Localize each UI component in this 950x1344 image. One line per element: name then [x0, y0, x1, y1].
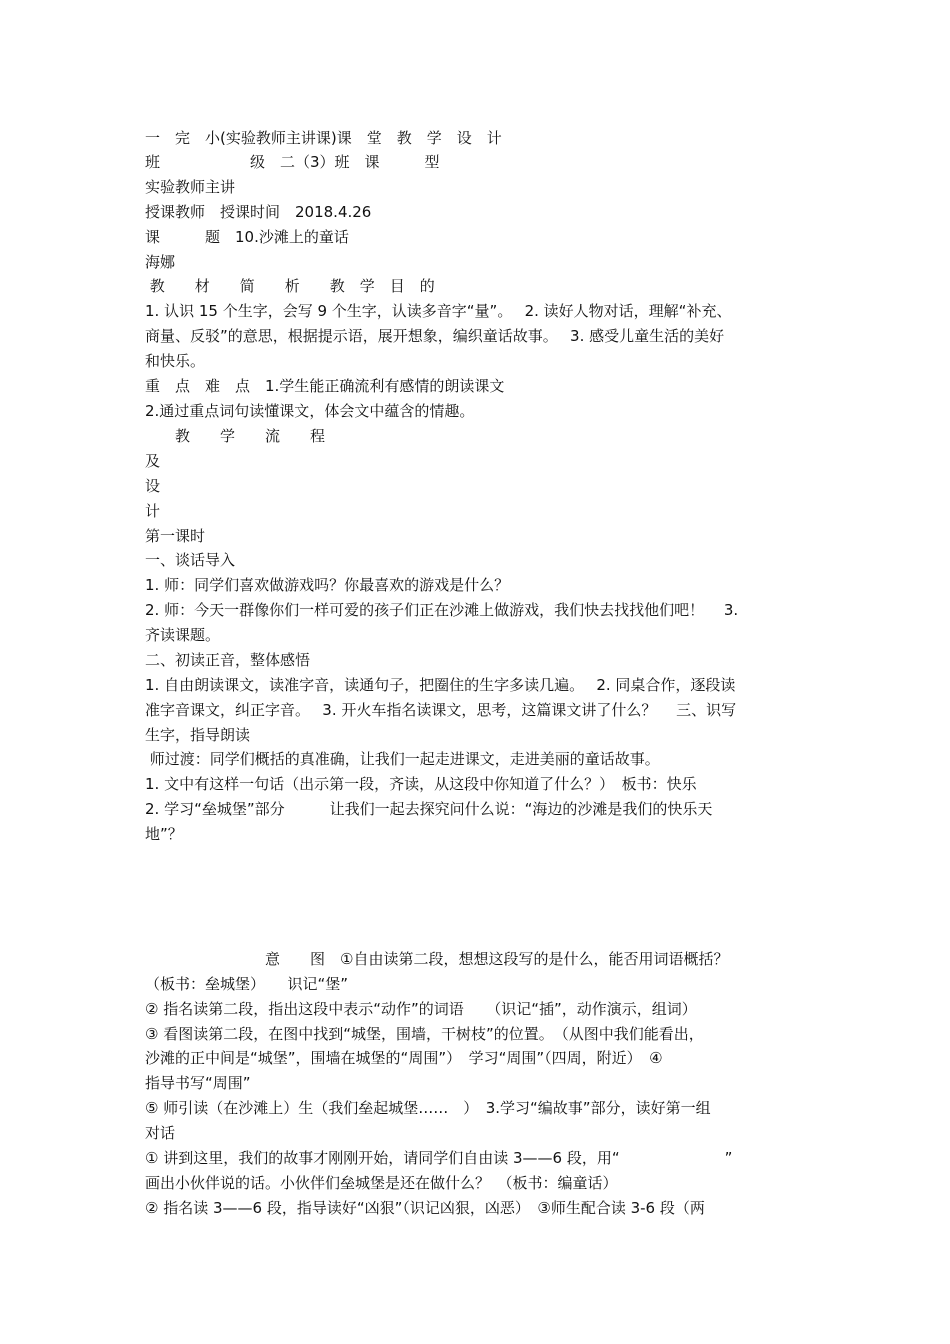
text-line: 计: [145, 502, 161, 520]
text-line: 地”？: [145, 825, 183, 843]
text-line: 及: [145, 452, 161, 470]
text-line: 画出小伙伴说的话。小伙伴们垒城堡是还在做什么？ （板书：编童话）: [145, 1174, 618, 1192]
text-line: 2. 学习“垒城堡”部分 让我们一起去探究问什么说：“海边的沙滩是我们的快乐天: [145, 800, 713, 818]
text-line: ① 讲到这里，我们的故事才刚刚开始，请同学们自由读 3——6 段，用“ ”: [145, 1149, 733, 1167]
text-line: 课 题 10.沙滩上的童话: [145, 228, 349, 246]
text-line: 意 图 ①自由读第二段，想想这段写的是什么，能否用词语概括？: [145, 950, 729, 968]
text-line: 2.通过重点词句读懂课文，体会文中蕴含的情趣。: [145, 402, 475, 420]
text-line: ② 指名读第二段，指出这段中表示“动作”的词语 （识记“插”，动作演示，组词）: [145, 1000, 697, 1018]
text-line: 1. 师：同学们喜欢做游戏吗？你最喜欢的游戏是什么？: [145, 576, 510, 594]
text-line: 第一课时: [145, 527, 206, 545]
text-line: 海娜: [145, 253, 176, 271]
text-line: 1. 认识 15 个生字，会写 9 个生字，认读多音字“量”。 2. 读好人物对话，理解“补充、: [145, 302, 732, 320]
text-line: ⑤ 师引读（在沙滩上）生（我们垒起城堡…… ） 3.学习“编故事”部分，读好第一组: [145, 1099, 711, 1117]
text-line: ③ 看图读第二段，在图中找到“城堡，围墙，干树枝”的位置。 （从图中我们能看出，: [145, 1025, 704, 1043]
text-line: 生字，指导朗读: [145, 726, 251, 744]
text-line: 教 材 简 析 教 学 目 的: [145, 277, 435, 295]
text-line: 二、初读正音，整体感悟: [145, 651, 311, 669]
text-line: 教 学 流 程: [145, 427, 326, 445]
text-line: 沙滩的正中间是“城堡”，围墙在城堡的“周围”） 学习“周围”（四周，附近） ④: [145, 1049, 663, 1067]
text-line: 准字音课文，纠正字音。 3. 开火车指名读课文，思考，这篇课文讲了什么？ 三、识写: [145, 701, 737, 719]
text-line: 班 级 二（3）班 课 型: [145, 153, 440, 171]
text-line: 实验教师主讲: [145, 178, 236, 196]
text-line: 授课教师 授课时间 2018.4.26: [145, 203, 372, 221]
text-line: 和快乐。: [145, 352, 206, 370]
text-line: 齐读课题。: [145, 626, 221, 644]
text-line: 重 点 难 点 1.学生能正确流利有感情的朗读课文: [145, 377, 505, 395]
text-line: 1. 自由朗读课文，读准字音，读通句子，把圈住的生字多读几遍。 2. 同桌合作，逐段读: [145, 676, 736, 694]
text-line: 设: [145, 477, 161, 495]
text-line: 商量、反驳”的意思，根据提示语，展开想象，编织童话故事。 3. 感受儿童生活的美好: [145, 327, 725, 345]
text-line: 1. 文中有这样一句话（出示第一段，齐读，从这段中你知道了什么？） 板书：快乐: [145, 775, 697, 793]
text-line: ② 指名读 3——6 段，指导读好“凶狠”（识记凶狠，凶恶） ③师生配合读 3-6 段（两: [145, 1199, 705, 1217]
text-line: 2. 师：今天一群像你们一样可爱的孩子们正在沙滩上做游戏，我们快去找找他们吧！ 3.: [145, 601, 739, 619]
text-line: （板书：垒城堡） 识记“堡”: [145, 975, 349, 993]
text-line: 指导书写“周围”: [145, 1074, 251, 1092]
text-line: 师过渡：同学们概括的真准确，让我们一起走进课文，走进美丽的童话故事。: [145, 750, 660, 768]
text-line: 一、谈话导入: [145, 551, 236, 569]
text-line: 一 完 小(实验教师主讲课)课 堂 教 学 设 计: [145, 129, 502, 147]
text-line: 对话: [145, 1124, 176, 1142]
